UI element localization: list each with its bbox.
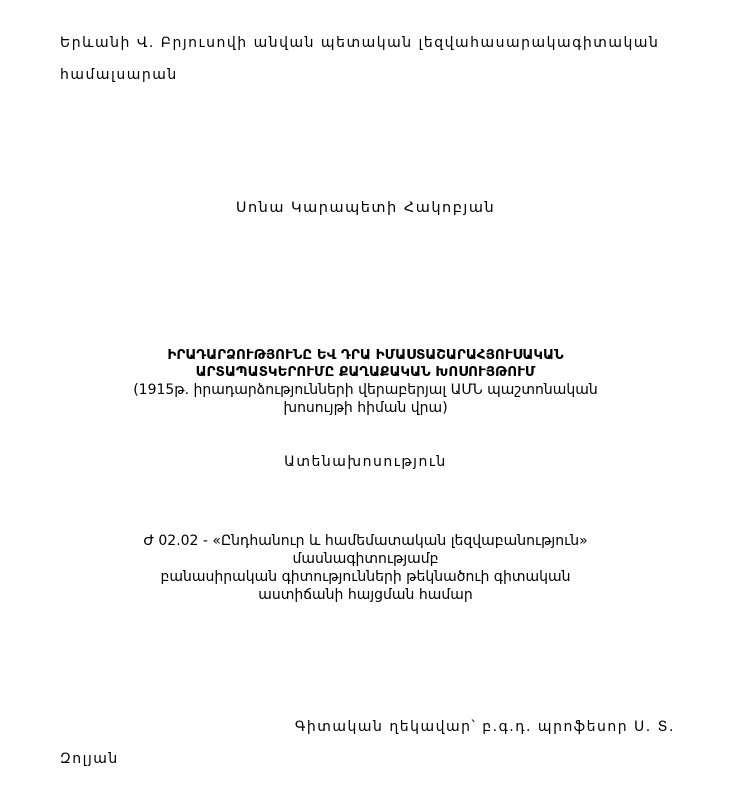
thesis-title-line-1: ԻՐԱԴԱՐՁՈՒԹՅՈՒՆԸ ԵՎ ԴՐԱ ԻՄԱՍՏԱՇԱՐԱՀՅՈՒՍԱԿԱՆ [167,347,564,363]
advisor-surname: Զոլյան [60,751,119,767]
thesis-title-line-3: (1915թ. իրադարձությունների վերաբերյալ ԱՄՆ պաշտոնական [133,382,598,398]
university-name-line-1: Երևանի Վ. Բրյուսովի անվան պետական լեզվահասարակագիտական [60,35,660,51]
specialty-line-1: Ժ 02.02 - «Ընդհանուր և համեմատական լեզվաբանություն» [143,533,588,549]
scientific-advisor: Գիտական ղեկավար՝ բ.գ.դ. պրոֆեսոր Ս. Տ. [294,719,675,735]
author-name: Սոնա Կարապետի Հակոբյան [235,200,496,216]
thesis-title-line-4: խոսույթի հիման վրա) [283,400,448,416]
university-name-line-2: համալսարան [60,67,178,83]
document-type: Ատենախոսություն [284,454,447,470]
specialty-line-4: աստիճանի հայցման համար [258,587,473,603]
thesis-title-line-2: ԱՐՏԱՊԱՏԿԵՐՈՒՄԸ ՔԱՂԱՔԱԿԱՆ ԽՈՍՈՒՅԹՈՒՄ [195,364,536,380]
specialty-line-2: մասնագիտությամբ [292,551,439,567]
specialty-line-3: բանասիրական գիտությունների թեկնածուի գիտական [160,569,571,585]
